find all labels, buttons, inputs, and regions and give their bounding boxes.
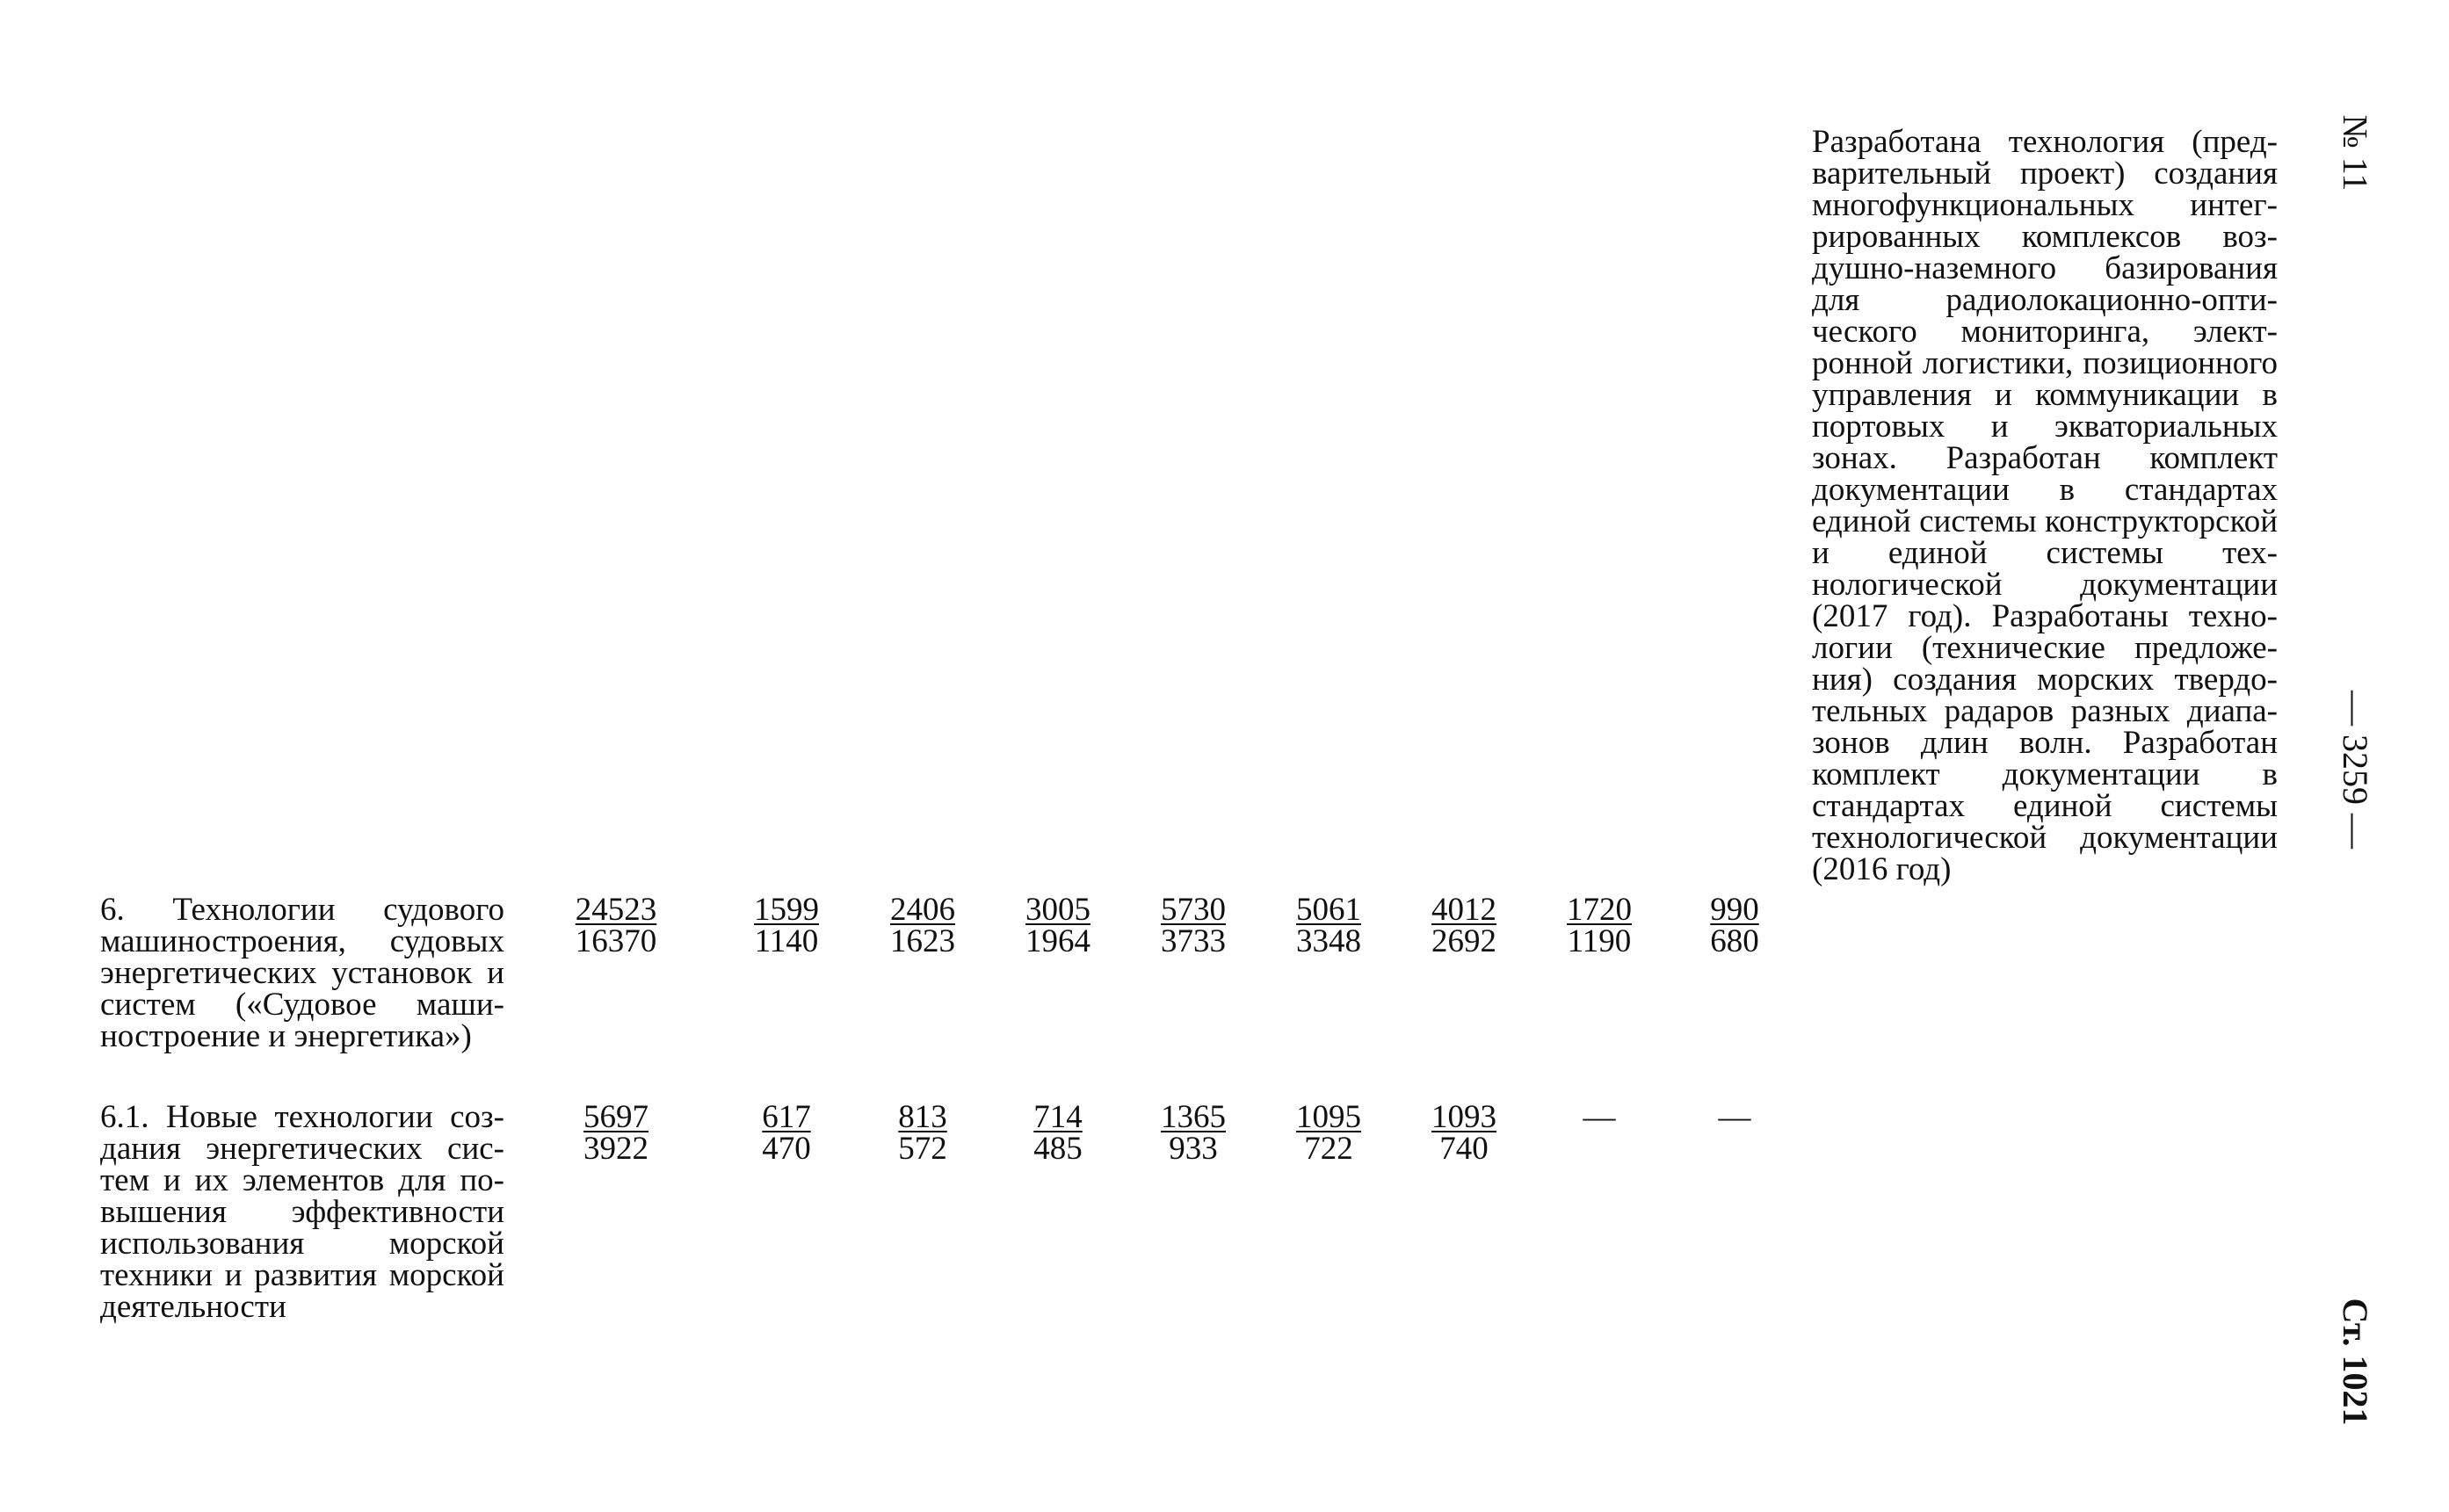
row-label-6: 6. Технологии судового машиностроения, судовых энергетических установок и систем («Судовое машиностроение и энергетика») <box>100 892 504 1054</box>
fraction-numerator: 1599 <box>754 892 819 928</box>
fraction-numerator: 813 <box>898 1099 947 1135</box>
fraction-cell <box>1127 1099 1259 1167</box>
fraction-cell <box>1263 894 1395 958</box>
fraction-cell <box>550 894 682 958</box>
fraction-denominator: 572 <box>898 1131 947 1167</box>
fraction-denominator: 1190 <box>1567 923 1632 959</box>
result-description: Разработана технология (предварительный проект) создания многофункциональных интегрированных комплексов воздушно-наземного базирования для радиолокационно-оптического мониторинга, электронной логистики, позиционного управления и коммуникации в портовых и экваториальных зонах. Разработан комплект документации в стандартах единой системы конструкторской и единой системы технологической документации (2017 год). Разработаны технологии (технические предложения) создания морских твердотельных радаров разных диапазонов длин волн. Разработан комплект документации в стандартах единой системы технологической документации (2016 год) <box>1812 124 2278 887</box>
fraction-denominator: 3733 <box>1161 923 1226 959</box>
fraction-cell <box>721 1099 852 1167</box>
fraction-denominator: 16370 <box>575 923 657 959</box>
fraction-cell <box>721 894 852 958</box>
fraction-numerator: 1365 <box>1161 1099 1226 1135</box>
empty-cell-dash: — <box>1583 1099 1616 1135</box>
fraction-denominator: 2692 <box>1431 923 1496 959</box>
fraction-cell <box>1398 894 1530 958</box>
fraction-cell <box>1533 894 1665 958</box>
page-number: — 3259 — <box>2336 691 2375 849</box>
row-label-6-1: 6.1. Новые технологии создания энергетических систем и их элементов для повышения эффективности использования морской техники и развития морской деятельности <box>100 1099 504 1325</box>
fraction-denominator: 485 <box>1033 1131 1083 1167</box>
fraction-denominator: 470 <box>762 1131 811 1167</box>
fraction-denominator: 3348 <box>1296 923 1361 959</box>
fraction-cell <box>550 1099 682 1167</box>
fraction-numerator: 990 <box>1710 892 1759 928</box>
fraction-denominator: 1140 <box>754 923 819 959</box>
fraction-denominator: 722 <box>1304 1131 1353 1167</box>
fraction-denominator: 680 <box>1710 923 1759 959</box>
fraction-cell <box>1669 894 1801 958</box>
empty-cell-dash: — <box>1718 1099 1751 1135</box>
fraction-cell <box>992 1099 1124 1167</box>
fraction-denominator: 740 <box>1439 1131 1489 1167</box>
fraction-cell <box>857 894 989 958</box>
fraction-numerator: 5697 <box>583 1099 648 1135</box>
issue-number: № 11 <box>2336 114 2375 192</box>
fraction-denominator: 1623 <box>890 923 955 959</box>
fraction-denominator: 1964 <box>1025 923 1090 959</box>
fraction-numerator: 1720 <box>1567 892 1632 928</box>
fraction-denominator: 933 <box>1169 1131 1218 1167</box>
fraction-numerator: 714 <box>1033 1099 1083 1135</box>
fraction-cell <box>1263 1099 1395 1167</box>
fraction-numerator: 3005 <box>1025 892 1090 928</box>
fraction-cell <box>992 894 1124 958</box>
fraction-cell <box>1127 894 1259 958</box>
fraction-numerator: 24523 <box>575 892 657 928</box>
fraction-numerator: 4012 <box>1431 892 1496 928</box>
fraction-numerator: 5730 <box>1161 892 1226 928</box>
fraction-numerator: 1095 <box>1296 1099 1361 1135</box>
sheet-number: Ст. 1021 <box>2336 1298 2375 1426</box>
fraction-cell <box>857 1099 989 1167</box>
fraction-denominator: 3922 <box>583 1131 648 1167</box>
fraction-cell <box>1398 1099 1530 1167</box>
fraction-numerator: 617 <box>762 1099 811 1135</box>
fraction-numerator: 2406 <box>890 892 955 928</box>
fraction-numerator: 1093 <box>1431 1099 1496 1135</box>
fraction-numerator: 5061 <box>1296 892 1361 928</box>
